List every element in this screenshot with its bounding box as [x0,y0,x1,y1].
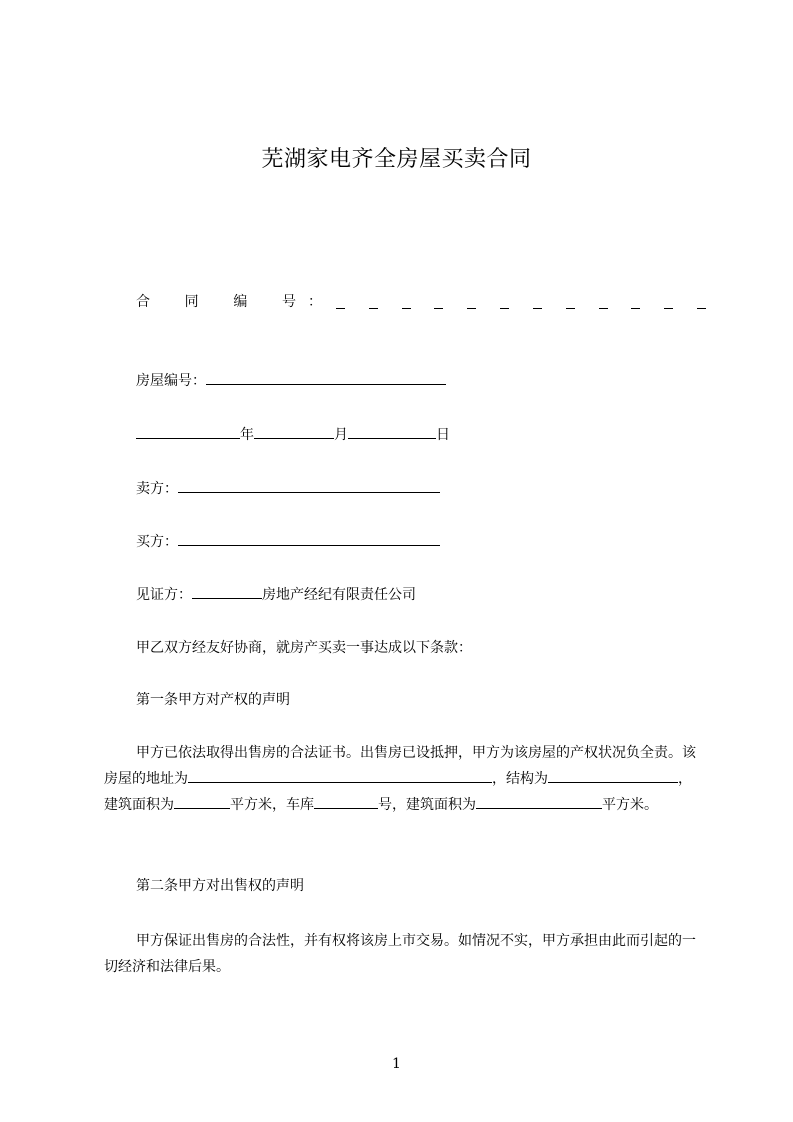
witness-blank [192,584,262,599]
blank-dash [369,296,378,309]
article-2-heading: 第二条甲方对出售权的声明 [136,878,304,894]
contract-number-colon: ： [308,294,322,310]
article-2-body [104,928,700,980]
blank-dash [664,296,673,309]
house-number-label: 房屋编号： [136,373,206,389]
year-blank [136,424,240,439]
house-number-line [136,370,446,391]
structure-blank [548,768,678,783]
contract-number-char: 编 [233,294,248,310]
contract-number-char: 同 [184,294,199,310]
article-1-heading: 第一条甲方对产权的声明 [136,692,290,708]
month-label: 月 [334,427,348,443]
article-1-body [104,740,700,818]
blank-dash [533,296,542,309]
blank-dash [697,296,706,309]
intro-line: 甲乙双方经友好协商，就房产买卖一事达成以下条款： [136,640,472,656]
article-1-text-5: 号，建筑面积为 [378,797,476,813]
witness-label: 见证方： [136,587,192,603]
blank-dash [336,296,345,309]
witness-line [136,584,416,605]
article-1-text-4: 平方米，车库 [230,797,314,813]
contract-number-char: 合 [136,294,150,310]
witness-suffix: 房地产经纪有限责任公司 [262,587,416,603]
contract-number-label [136,292,296,312]
blank-dash [566,296,575,309]
house-number-blank [206,370,446,385]
blank-dash [402,296,411,309]
article-1-text-2: ，结构为 [492,771,548,787]
seller-line [136,478,440,499]
address-blank [188,768,492,783]
buyer-line [136,531,440,552]
day-label: 日 [436,427,450,443]
buyer-label: 买方： [136,534,178,550]
garage-number-blank [314,794,378,809]
page-number: 1 [392,1056,401,1072]
document-title: 芜湖家电齐全房屋买卖合同 [261,147,532,172]
article-1-text-1: 甲方已依法取得出售房的合法证书。出售房已设抵押，甲方为该房屋的产权状况负全责。该房屋的地址为 [104,745,696,787]
blank-dash [631,296,640,309]
buyer-blank [178,531,440,546]
article-2-text: 甲方保证出售房的合法性，并有权将该房上市交易。如情况不实，甲方承担由此而引起的一切经济和法律后果。 [104,933,696,975]
day-blank [348,424,436,439]
blank-dash [599,296,608,309]
contract-number-blank [336,292,706,312]
seller-blank [178,478,440,493]
seller-label: 卖方： [136,481,178,497]
contract-number-char: 号 [281,294,296,310]
area-blank [174,794,230,809]
date-line [136,424,450,445]
year-label: 年 [240,427,254,443]
blank-dash [434,296,443,309]
contract-number-line [136,292,706,312]
blank-dash [467,296,476,309]
article-1-text-3: ，建筑面积为 [104,771,692,813]
month-blank [254,424,334,439]
garage-area-blank [476,794,602,809]
article-1-text-6: 平方米。 [602,797,658,813]
blank-dash [500,296,509,309]
